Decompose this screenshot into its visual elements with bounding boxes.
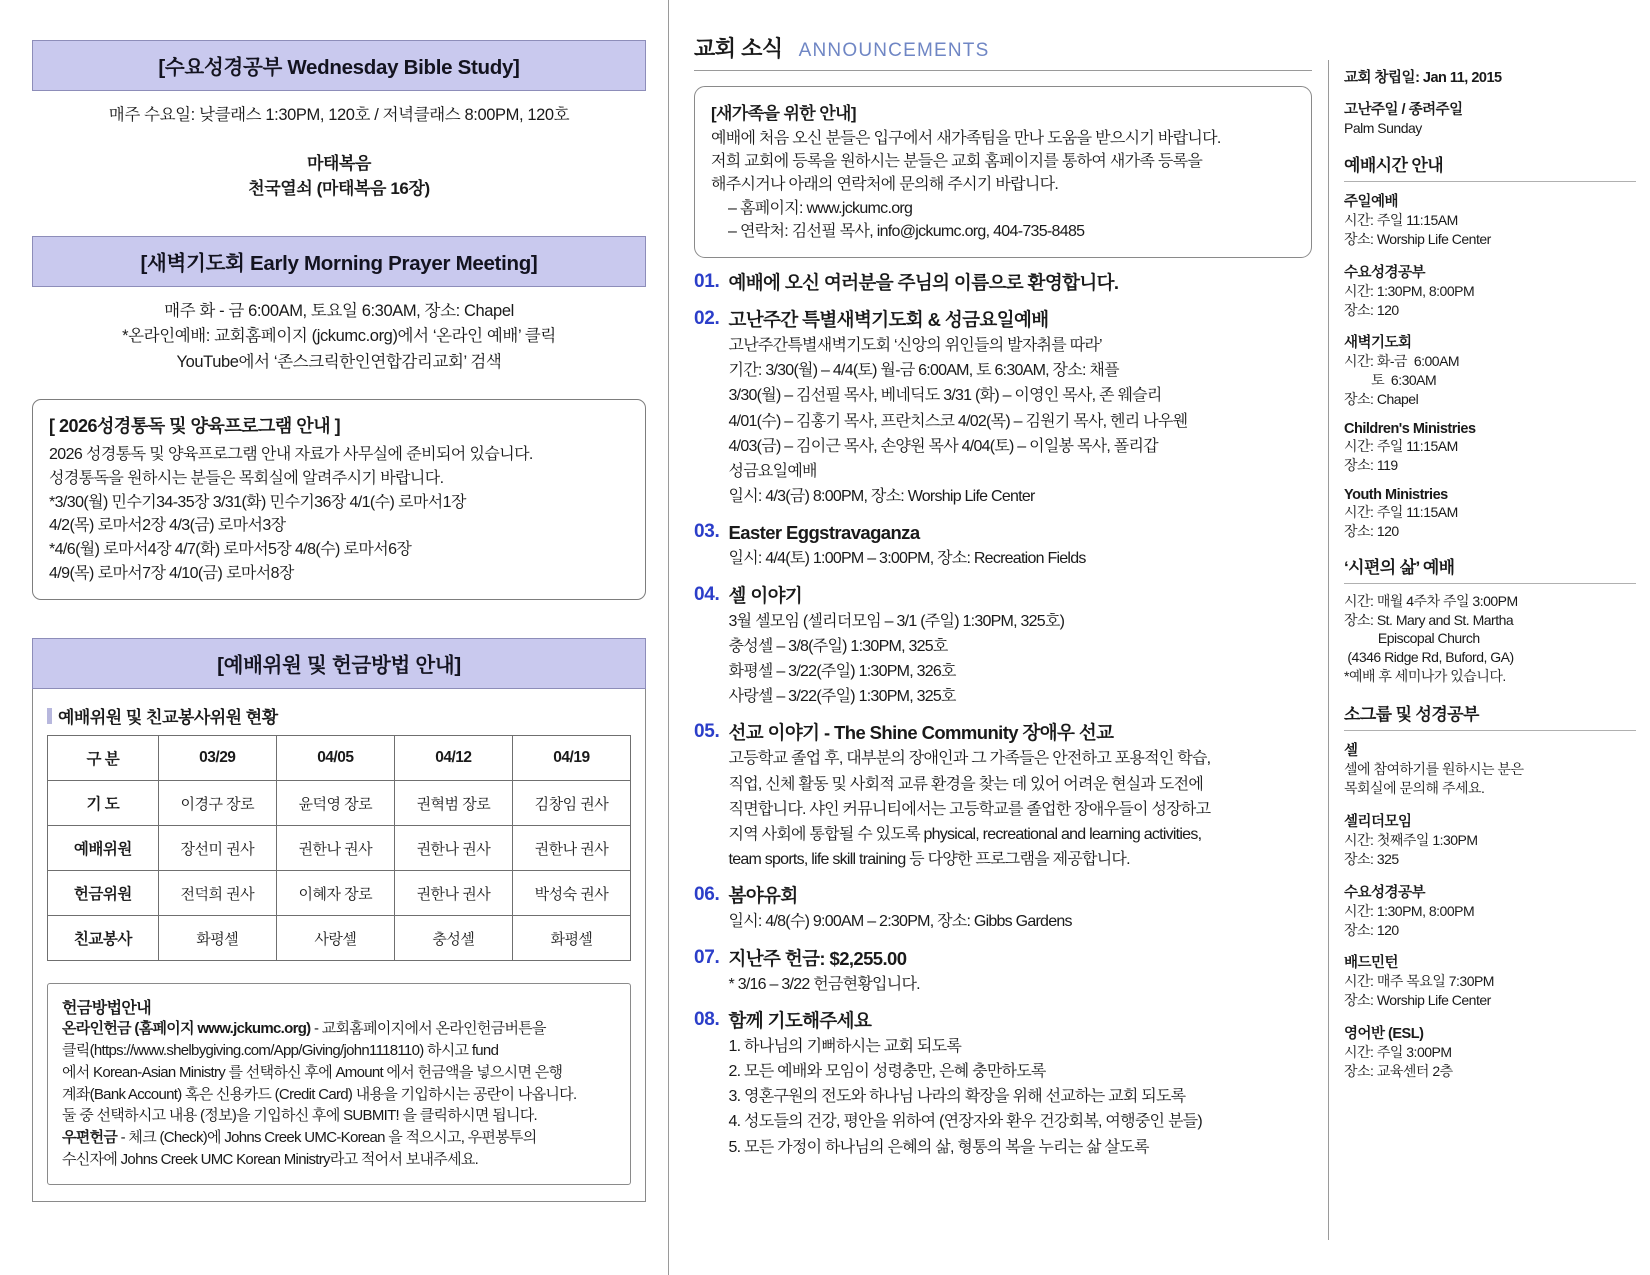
sidebar-entry [1344, 739, 1636, 798]
table-row [48, 781, 631, 826]
committee-box [32, 689, 646, 1201]
row-label-2: 헌금위원 [48, 871, 159, 916]
sidebar-entry-name: Children's Ministries [1344, 421, 1476, 438]
cell-2-3: 박성숙 권사 [512, 871, 630, 916]
announcement-detail: team sports, life skill training 등 다양한 프로그램을 제공합니다. [728, 851, 1130, 869]
announcement-body [729, 308, 1312, 508]
wednesday-bible-study-schedule: 매주 수요일: 낮클래스 1:30PM, 120호 / 저녁클래스 8:00PM, 120호 [108, 106, 570, 124]
announcement-detail: * 3/16 – 3/22 헌금현황입니다. [728, 975, 920, 993]
early-prayer-line1: 매주 화 - 금 6:00AM, 토요일 6:30AM, 장소: Chapel [164, 301, 514, 320]
sidebar-entry-line: 장소: Worship Life Center [1344, 230, 1491, 247]
divider [1344, 583, 1636, 584]
psalms-worship-heading: ‘시편의 삶’ 예배 [1344, 557, 1455, 577]
sidebar-entry [1344, 261, 1636, 320]
announcement-title: 예배에 오신 여러분을 주님의 이름으로 환영합니다. [728, 271, 1119, 293]
sidebar-entry-line: 셀에 참여하기를 원하시는 분은 [1344, 761, 1524, 778]
offering-line-4: 계좌(Bank Account) 혹은 신용카드 (Credit Card) 내용을 기입하시는 공란이 나옵니다. [62, 1085, 577, 1103]
announcement-number: 04. [694, 583, 720, 605]
psalms-detail-line: *예배 후 세미나가 있습니다. [1344, 668, 1506, 685]
divider [1344, 181, 1636, 182]
announcement-detail: 2. 모든 예배와 모임이 성령충만, 은혜 충만하도록 [728, 1063, 1046, 1081]
sidebar-entry-line: 시간: 주일 11:15AM [1344, 211, 1458, 228]
cell-3-1: 사랑셀 [276, 916, 394, 961]
row-label-3: 친교봉사 [48, 916, 159, 961]
sidebar-entry [1344, 487, 1636, 541]
announcement-body [729, 721, 1312, 871]
announcement-title: 선교 이야기 - The Shine Community 장애우 선교 [728, 722, 1114, 744]
announcement-detail: 1. 하나님의 기뻐하시는 교회 되도록 [728, 1037, 962, 1055]
announcement-detail: 직업, 신체 활동 및 사회적 교류 환경을 찾는 데 있어 어려운 현실과 도전에 [728, 775, 1204, 793]
row-label-1: 예배위원 [48, 826, 159, 871]
announcement-detail: 3월 셀모임 (셀리더모임 – 3/1 (주일) 1:30PM, 325호) [728, 612, 1065, 630]
cell-0-0: 이경구 장로 [158, 781, 276, 826]
church-founded-date: 교회 창립일: Jan 11, 2015 [1344, 70, 1502, 86]
table-header-row [48, 736, 631, 781]
announcement-number: 01. [694, 270, 720, 292]
new-family-contact: – 연락처: 김선필 목사, info@jckumc.org, 404-735-8485 [728, 222, 1085, 240]
bible-program-p5: *4/6(월) 로마서4장 4/7(화) 로마서5장 4/8(수) 로마서6장 [49, 540, 412, 558]
sidebar-entry-name: 새벽기도회 [1344, 335, 1412, 352]
bible-program-title: [ 2026성경통독 및 양육프로그램 안내 ] [49, 416, 341, 437]
announcement-body [729, 271, 1312, 295]
sidebar-entry-line: 시간: 첫째주일 1:30PM [1344, 831, 1478, 848]
bible-topic: 천국열쇠 (마태복음 16장) [248, 179, 430, 199]
announcement-detail: 직면합니다. 샤인 커뮤니티에서는 고등학교를 졸업한 장애우들이 성장하고 [728, 800, 1211, 818]
psalms-detail-line: 시간: 매월 4주차 주일 3:00PM [1344, 592, 1518, 609]
announcement-title: 지난주 헌금: $2,255.00 [728, 947, 907, 969]
announcement-item [694, 1009, 1312, 1159]
sidebar-entry-line: 장소: 325 [1344, 850, 1399, 867]
offering-online-label: 온라인헌금 (홈페이지 www.jckumc.org) [62, 1020, 311, 1038]
small-groups-heading: 소그룹 및 성경공부 [1344, 705, 1479, 725]
left-column [0, 0, 668, 1275]
cell-3-2: 충성셀 [394, 916, 512, 961]
sidebar-entry-line: 시간: 1:30PM, 8:00PM [1344, 902, 1475, 919]
announcement-detail: 5. 모든 가정이 하나님의 은혜의 삶, 형통의 복을 누리는 삶 살도록 [728, 1138, 1149, 1156]
sidebar-entry-line: 장소: 120 [1344, 522, 1399, 539]
announcement-detail: 고등학교 졸업 후, 대부분의 장애인과 그 가족들은 안전하고 포용적인 학습, [728, 750, 1211, 768]
sidebar-entry [1344, 331, 1636, 409]
cell-1-1: 권한나 권사 [276, 826, 394, 871]
col-header-3: 04/12 [394, 736, 512, 781]
divider [1344, 730, 1636, 731]
sidebar-entry-name: 셀 [1344, 743, 1358, 760]
announcement-item [694, 584, 1312, 709]
announcement-detail: 성금요일예배 [728, 462, 817, 480]
sidebar-entry-line: 시간: 화-금 6:00AM [1344, 353, 1460, 370]
sidebar-entry-line: 장소: 교육센터 2층 [1344, 1063, 1453, 1080]
sidebar-entry [1344, 421, 1636, 475]
sidebar-entry-line: 장소: 119 [1344, 457, 1398, 474]
offering-methods-box [47, 983, 631, 1184]
announcement-number: 05. [694, 721, 720, 743]
sidebar-entry-line: 시간: 매주 목요일 7:30PM [1344, 973, 1494, 990]
col-header-2: 04/05 [276, 736, 394, 781]
cell-1-0: 장선미 권사 [158, 826, 276, 871]
cell-0-1: 윤덕영 장로 [276, 781, 394, 826]
offering-line-2: 클릭(https://www.shelbygiving.com/App/Giving/john1118110) 하시고 fund [62, 1042, 499, 1060]
info-sidebar [1328, 0, 1650, 1275]
sidebar-entry-name: 셀리더모임 [1344, 813, 1412, 830]
service-times-heading: 예배시간 안내 [1344, 155, 1444, 175]
announcement-item [694, 884, 1312, 933]
early-prayer-line3: YouTube에서 ‘존스크릭한인연합감리교회’ 검색 [176, 352, 502, 371]
announcement-detail: 화평셀 – 3/22(주일) 1:30PM, 326호 [728, 663, 956, 680]
sidebar-entry [1344, 951, 1636, 1010]
col-header-1: 03/29 [158, 736, 276, 781]
bible-program-p1: 2026 성경통독 및 양육프로그램 안내 자료가 사무실에 준비되어 있습니다. [49, 446, 533, 464]
sidebar-entry-line: 장소: Worship Life Center [1344, 992, 1491, 1009]
sidebar-entry-line: 장소: 120 [1344, 301, 1399, 318]
committee-subhead-row [47, 703, 631, 728]
announcement-item [694, 947, 1312, 996]
sidebar-entry-name: 주일예배 [1344, 193, 1399, 210]
psalms-detail-line: (4346 Ridge Rd, Buford, GA) [1344, 649, 1514, 666]
cell-2-2: 권한나 권사 [394, 871, 512, 916]
bullet-icon [47, 708, 52, 724]
announcement-title: 고난주간 특별새벽기도회 & 성금요일예배 [728, 308, 1049, 330]
psalms-detail-line: Episcopal Church [1344, 630, 1480, 647]
announcement-number: 08. [694, 1008, 720, 1030]
announcements-title-kr: 교회 소식 [694, 36, 783, 61]
service-list [1344, 190, 1636, 541]
announcement-item [694, 308, 1312, 508]
sidebar-entry-line: 시간: 주일 3:00PM [1344, 1044, 1452, 1061]
offering-mail-line-2: 수신자에 Johns Creek UMC Korean Ministry라고 적어서 보내주세요. [62, 1150, 479, 1168]
offering-online-row [62, 1018, 616, 1040]
table-row [48, 916, 631, 961]
wednesday-bible-study-band: [수요성경공부 Wednesday Bible Study] [32, 40, 646, 91]
bible-program-p6: 4/9(목) 로마서7장 4/10(금) 로마서8장 [49, 564, 294, 582]
row-label-0: 기 도 [48, 781, 159, 826]
sidebar-entry-line: 시간: 주일 11:15AM [1344, 503, 1458, 520]
sidebar-entry [1344, 881, 1636, 940]
announcement-item [694, 271, 1312, 295]
announcement-title: 함께 기도해주세요 [728, 1009, 872, 1031]
cell-2-0: 전덕희 권사 [158, 871, 276, 916]
cell-2-1: 이혜자 장로 [276, 871, 394, 916]
announcement-body [729, 1009, 1312, 1159]
sidebar-entry-name: 수요성경공부 [1344, 264, 1426, 281]
announcement-detail: 기간: 3/30(월) – 4/4(토) 월-금 6:00AM, 토 6:30AM, 장소: 채플 [728, 362, 1119, 380]
offering-mail-line-1: - 체크 (Check)에 Johns Creek UMC-Korean 을 적으시고, 우편봉투의 [117, 1129, 537, 1147]
offering-online-rest: - 교회홈페이지에서 온라인헌금버튼을 [310, 1020, 546, 1038]
psalms-worship-details [1344, 592, 1636, 686]
offering-mail-label: 우편헌금 [62, 1129, 118, 1147]
col-header-0: 구 분 [48, 736, 159, 781]
table-row [48, 871, 631, 916]
new-family-title: [새가족을 위한 안내] [711, 104, 856, 123]
announcements-title-en: ANNOUNCEMENTS [798, 40, 990, 61]
offering-line-5: 둘 중 선택하시고 내용 (정보)을 기입하신 후에 SUBMIT! 을 클릭하시면 됩니다. [62, 1107, 538, 1125]
announcement-number: 07. [694, 946, 720, 968]
announcement-body [729, 584, 1312, 709]
announcement-title: 봄야유회 [728, 885, 798, 907]
cell-1-2: 권한나 권사 [394, 826, 512, 871]
announcement-number: 02. [694, 307, 720, 329]
new-family-website: – 홈페이지: www.jckumc.org [728, 199, 913, 217]
announcement-detail: 충성셀 – 3/8(주일) 1:30PM, 325호 [728, 637, 948, 655]
sidebar-entry-name: 영어반 (ESL) [1344, 1026, 1424, 1043]
table-row [48, 826, 631, 871]
announcement-detail: 일시: 4/3(금) 8:00PM, 장소: Worship Life Center [728, 488, 1035, 506]
cell-0-2: 권혁범 장로 [394, 781, 512, 826]
sidebar-divider [1328, 60, 1329, 1240]
psalms-detail-line: 장소: St. Mary and St. Martha [1344, 611, 1514, 628]
cell-3-3: 화평셀 [512, 916, 630, 961]
sidebar-entry-name: Youth Ministries [1344, 486, 1448, 503]
bible-program-p2: 성경통독을 원하시는 분들은 목회실에 알려주시기 바랍니다. [49, 469, 444, 487]
cell-0-3: 김창임 권사 [512, 781, 630, 826]
sunday-name-en: Palm Sunday [1344, 120, 1422, 136]
early-prayer-line2: *온라인예배: 교회홈페이지 (jckumc.org)에서 ‘온라인 예배’ 클릭 [122, 327, 556, 346]
announcement-number: 06. [694, 884, 720, 906]
announcement-detail: 사랑셀 – 3/22(주일) 1:30PM, 325호 [728, 688, 956, 706]
sidebar-entry [1344, 190, 1636, 249]
announcement-detail: 4. 성도들의 건강, 평안을 위하여 (연장자와 환우 건강회복, 여행중인 분들) [728, 1113, 1202, 1131]
new-family-line-3: 해주시거나 아래의 연락처에 문의해 주시기 바랍니다. [711, 176, 1059, 194]
committee-table [47, 735, 631, 961]
sidebar-entry-name: 수요성경공부 [1344, 884, 1426, 901]
new-family-box [694, 86, 1312, 258]
announcement-detail: 4/03(금) – 김이근 목사, 손양원 목사 4/04(토) – 이일봉 목사, 폴리갑 [728, 437, 1158, 455]
announcement-detail: 3/30(월) – 김선필 목사, 베네딕도 3/31 (화) – 이영인 목사, 존 웨슬리 [728, 387, 1162, 405]
announcement-detail: 지역 사회에 통합될 수 있도록 physical, recreational and learning activities, [728, 825, 1202, 843]
announcement-number: 03. [694, 521, 720, 543]
sidebar-entry-line: 시간: 주일 11:15AM [1344, 438, 1458, 455]
cell-1-3: 권한나 권사 [512, 826, 630, 871]
announcement-detail: 4/01(수) – 김홍기 목사, 프란치스코 4/02(목) – 김원기 목사, 헨리 나우웬 [728, 412, 1188, 430]
announcement-detail: 3. 영혼구원의 전도와 하나님 나라의 확장을 위해 선교하는 교회 되도록 [728, 1088, 1186, 1106]
announcement-body [729, 884, 1312, 933]
announcement-item [694, 721, 1312, 871]
sidebar-entry [1344, 1022, 1636, 1081]
announcement-title: Easter Eggstravaganza [728, 522, 920, 544]
small-group-list [1344, 739, 1636, 1081]
announcement-detail: 일시: 4/4(토) 1:00PM – 3:00PM, 장소: Recreation Fields [728, 550, 1086, 568]
sunday-name-kr: 고난주일 / 종려주일 [1344, 102, 1463, 118]
announcement-detail: 일시: 4/8(수) 9:00AM – 2:30PM, 장소: Gibbs Gardens [728, 913, 1072, 931]
announcement-title: 셀 이야기 [728, 584, 803, 606]
bible-reading-program-box [32, 399, 646, 600]
committee-subhead: 예배위원 및 친교봉사위원 현황 [58, 708, 278, 728]
announcements-header [694, 32, 1312, 71]
bible-book: 마태복음 [306, 153, 372, 173]
announcement-body [729, 947, 1312, 996]
offering-mail-row [62, 1127, 616, 1149]
announcements-column [668, 0, 1328, 1275]
new-family-line-1: 예배에 처음 오신 분들은 입구에서 새가족팀을 만나 도움을 받으시기 바랍니다. [711, 130, 1221, 147]
announcement-detail: 고난주간특별새벽기도회 ‘신앙의 위인들의 발자취를 따라’ [728, 337, 1102, 355]
sidebar-entry-line: 장소: Chapel [1344, 391, 1419, 408]
new-family-line-2: 저희 교회에 등록을 원하시는 분들은 교회 홈페이지를 통하여 새가족 등록을 [711, 153, 1203, 171]
announcement-body [729, 521, 1312, 570]
offering-title: 헌금방법안내 [62, 1000, 152, 1018]
sidebar-entry-line: 장소: 120 [1344, 921, 1399, 938]
offering-line-3: 에서 Korean-Asian Ministry 를 선택하신 후에 Amount 에서 헌금액을 넣으시면 은행 [62, 1063, 563, 1081]
sidebar-entry-line: 목회실에 문의해 주세요. [1344, 780, 1485, 797]
col-header-4: 04/19 [512, 736, 630, 781]
committee-band: [예배위원 및 헌금방법 안내] [32, 638, 646, 689]
sidebar-entry [1344, 810, 1636, 869]
announcement-item [694, 521, 1312, 570]
bible-program-p4: 4/2(목) 로마서2장 4/3(금) 로마서3장 [49, 517, 286, 535]
early-morning-prayer-band: [새벽기도회 Early Morning Prayer Meeting] [32, 236, 646, 287]
sidebar-entry-line: 토 6:30AM [1344, 372, 1437, 389]
bible-program-p3: *3/30(월) 민수기34-35장 3/31(화) 민수기36장 4/1(수) 로마서1장 [49, 493, 466, 511]
announcement-list [694, 271, 1312, 1159]
sidebar-entry-name: 배드민턴 [1344, 955, 1399, 972]
sidebar-entry-line: 시간: 1:30PM, 8:00PM [1344, 282, 1475, 299]
cell-3-0: 화평셀 [158, 916, 276, 961]
